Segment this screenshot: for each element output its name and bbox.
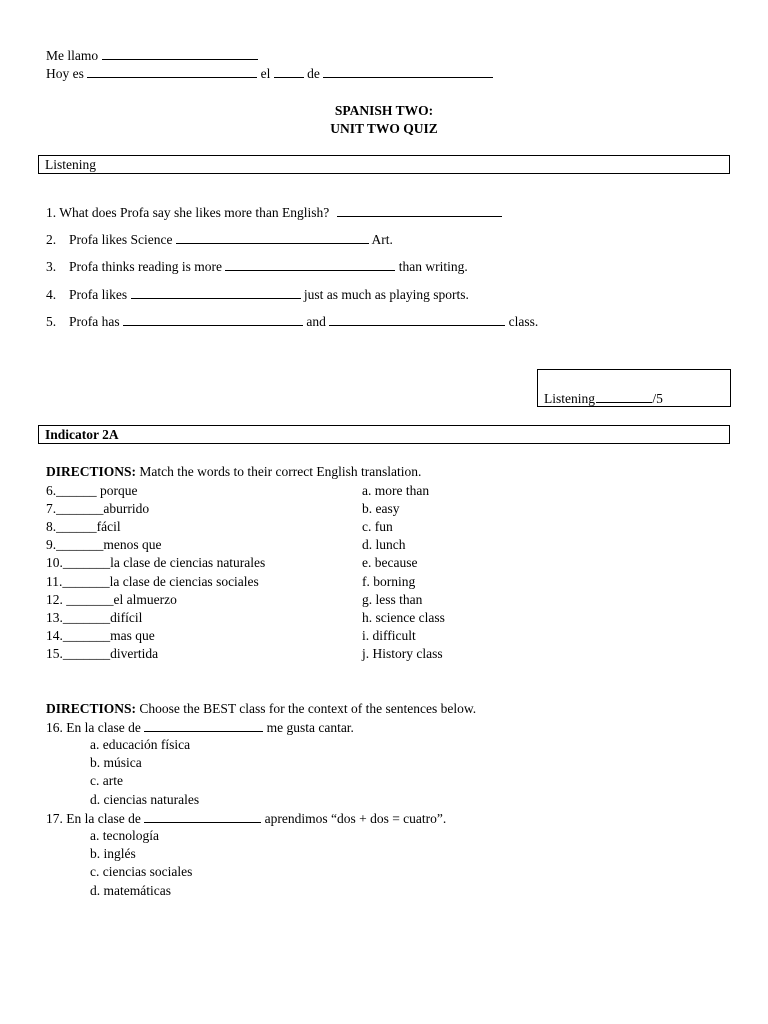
answer-blank[interactable] <box>144 810 261 823</box>
match-item <box>46 646 158 662</box>
answer-option[interactable]: a. educación física <box>90 737 191 752</box>
question-number: 4. <box>46 287 57 302</box>
answer-blank-2[interactable] <box>329 313 505 326</box>
question-text-after: Art. <box>371 232 393 247</box>
answer-blank-1[interactable] <box>123 313 303 326</box>
match-translation: c. fun <box>362 519 393 535</box>
directions-match <box>46 464 421 480</box>
answer-option[interactable]: d. matemáticas <box>90 882 171 898</box>
directions-text: Choose the BEST class for the context of the sentences below. <box>136 701 477 716</box>
match-translation: g. less than <box>362 591 423 607</box>
match-number: 7. <box>46 501 57 517</box>
question-text-before: Profa likes <box>69 287 128 302</box>
name-label: Me llamo <box>46 48 99 63</box>
answer-blank[interactable] <box>225 258 395 271</box>
match-item <box>46 519 121 535</box>
match-item <box>46 537 162 553</box>
match-blank[interactable]: _______ <box>56 537 104 553</box>
match-item <box>46 610 142 626</box>
directions-label: DIRECTIONS: <box>46 701 137 716</box>
match-word: menos que <box>103 537 162 553</box>
answer-option[interactable]: a. tecnología <box>90 828 159 843</box>
question-text-before: 16. En la clase de <box>46 720 141 735</box>
match-blank[interactable]: _______ <box>62 555 111 571</box>
match-item <box>46 574 259 590</box>
match-translation: a. more than <box>362 483 430 498</box>
listening-section-label: Listening <box>45 157 96 172</box>
score-label: Listening <box>544 391 595 406</box>
match-blank[interactable]: _______ <box>62 573 110 589</box>
match-translation: d. lunch <box>362 537 406 553</box>
match-word: mas que <box>110 627 155 643</box>
directions-choose <box>46 701 476 717</box>
question-17 <box>46 810 446 827</box>
question-text-after: just as much as playing sports. <box>303 287 469 302</box>
match-item <box>46 592 177 608</box>
day-blank[interactable] <box>87 65 257 78</box>
question-text: 1. What does Profa say she likes more than English? <box>46 205 330 220</box>
answer-option[interactable]: d. ciencias naturales <box>90 791 200 807</box>
match-number: 6. <box>46 483 57 498</box>
match-blank[interactable]: _______ <box>62 627 111 643</box>
match-translation: j. History class <box>362 645 443 661</box>
match-blank[interactable]: ______ <box>56 519 97 535</box>
match-translation: h. science class <box>362 609 445 625</box>
match-translation: e. because <box>362 555 418 571</box>
answer-option[interactable]: c. ciencias sociales <box>90 864 193 880</box>
answer-option[interactable]: b. inglés <box>90 846 136 862</box>
quiz-title-line1: SPANISH TWO: <box>334 103 434 118</box>
match-blank[interactable]: ______ <box>56 483 97 498</box>
match-item <box>46 483 138 499</box>
match-word: divertida <box>110 645 159 661</box>
match-number: 12. <box>46 591 63 607</box>
listening-question-3 <box>46 258 468 275</box>
match-blank[interactable]: _______ <box>62 591 114 607</box>
question-text-after: class. <box>508 314 539 329</box>
listening-score-box <box>537 369 731 407</box>
match-word: el almuerzo <box>113 591 177 607</box>
match-number: 9. <box>46 537 57 553</box>
match-item <box>46 628 155 644</box>
quiz-title-line2: UNIT TWO QUIZ <box>330 121 438 136</box>
question-text-before: Profa has <box>69 314 120 329</box>
directions-text: Match the words to their correct English translation. <box>136 464 422 479</box>
score-blank[interactable] <box>596 390 652 403</box>
match-blank[interactable]: _______ <box>56 501 104 517</box>
name-blank[interactable] <box>102 47 258 60</box>
match-word: la clase de ciencias naturales <box>110 555 266 571</box>
match-number: 10. <box>46 555 63 571</box>
name-line <box>46 47 258 64</box>
score-total: /5 <box>652 391 663 406</box>
match-number: 15. <box>46 645 63 661</box>
match-translation: i. difficult <box>362 627 416 643</box>
listening-section-header <box>38 155 730 174</box>
question-number: 3. <box>46 259 57 274</box>
question-text-before: 17. En la clase de <box>46 811 141 826</box>
listening-question-4 <box>46 286 469 303</box>
question-number: 2. <box>46 232 57 247</box>
date-number-blank[interactable] <box>274 65 304 78</box>
date-label: Hoy es <box>46 66 84 81</box>
match-word: porque <box>96 483 138 498</box>
question-text-before: Profa thinks reading is more <box>69 259 222 274</box>
answer-option[interactable]: c. arte <box>90 773 123 789</box>
listening-score-line <box>544 390 663 407</box>
month-blank[interactable] <box>323 65 493 78</box>
match-blank[interactable]: _______ <box>62 645 111 661</box>
answer-blank[interactable] <box>131 286 301 299</box>
match-item <box>46 555 265 571</box>
match-number: 13. <box>46 609 63 625</box>
match-number: 8. <box>46 519 57 535</box>
match-number: 11. <box>46 573 63 589</box>
listening-question-5 <box>46 313 538 330</box>
match-translation: b. easy <box>362 501 400 517</box>
question-text-mid: and <box>306 314 326 329</box>
listening-question-2 <box>46 231 393 248</box>
answer-blank[interactable] <box>176 231 369 244</box>
indicator-section-label: Indicator 2A <box>45 427 119 442</box>
question-text-before: Profa likes Science <box>69 232 173 247</box>
match-number: 14. <box>46 627 63 643</box>
listening-question-1 <box>46 204 502 221</box>
match-word: difícil <box>110 609 143 625</box>
question-text-after: me gusta cantar. <box>266 720 354 735</box>
answer-blank[interactable] <box>337 204 502 217</box>
de-label: de <box>307 66 320 81</box>
question-16 <box>46 719 354 736</box>
answer-blank[interactable] <box>144 719 263 732</box>
el-label: el <box>260 66 271 81</box>
directions-label: DIRECTIONS: <box>46 464 137 479</box>
match-blank[interactable]: _______ <box>62 609 111 625</box>
question-number: 5. <box>46 314 57 329</box>
question-text-after: than writing. <box>398 259 468 274</box>
match-word: la clase de ciencias sociales <box>109 573 259 589</box>
match-item <box>46 501 149 517</box>
date-line <box>46 65 493 82</box>
match-translation: f. borning <box>362 573 416 589</box>
match-word: fácil <box>96 519 121 535</box>
match-word: aburrido <box>103 501 150 517</box>
answer-option[interactable]: b. música <box>90 755 142 771</box>
question-text-after: aprendimos “dos + dos = cuatro”. <box>264 811 447 826</box>
indicator-section-header <box>38 425 730 444</box>
